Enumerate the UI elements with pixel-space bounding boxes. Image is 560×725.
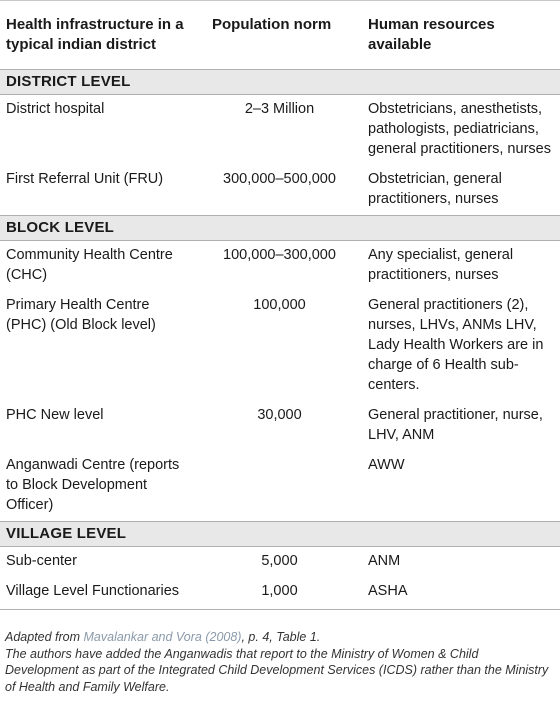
resources-cell: Obstetrician, general practitioners, nurses [368, 171, 502, 207]
population-cell: 30,000 [257, 407, 302, 423]
section-title: VILLAGE LEVEL [0, 522, 560, 547]
population-cell: 300,000–500,000 [223, 171, 336, 187]
population-cell: 5,000 [261, 553, 298, 569]
source-line [5, 629, 555, 646]
source-prefix: Adapted from [5, 630, 84, 644]
table-row [0, 401, 560, 451]
population-cell: 2–3 Million [244, 101, 315, 117]
population-cell: 1,000 [198, 577, 361, 610]
table-row [0, 547, 560, 578]
section-title: DISTRICT LEVEL [0, 70, 560, 95]
table-row [0, 291, 560, 401]
section-row-village [0, 522, 560, 547]
facility-cell: Village Level Functionaries [0, 577, 198, 610]
facility-cell: Primary Health Centre (PHC) (Old Block level) [6, 297, 156, 333]
table-row [0, 451, 560, 522]
header-population-norm: Population norm [198, 1, 361, 70]
population-cell [198, 451, 361, 522]
facility-cell: Anganwadi Centre (reports to Block Development Officer) [6, 457, 180, 513]
resources-cell: General practitioners (2), nurses, LHVs, ANMs LHV, Lady Health Workers are in charge of 6 Health sub-centers. [368, 297, 544, 393]
citation-link[interactable]: Mavalankar and Vora (2008) [83, 630, 242, 644]
population-cell: 100,000–300,000 [223, 247, 336, 263]
facility-cell: First Referral Unit (FRU) [6, 171, 164, 187]
resources-cell: ANM [368, 553, 401, 569]
facility-cell: Community Health Centre (CHC) [6, 247, 173, 283]
facility-cell: PHC New level [6, 407, 104, 423]
section-title: BLOCK LEVEL [0, 216, 560, 241]
resources-cell: General practitioner, nurse, LHV, ANM [368, 407, 543, 443]
facility-cell: District hospital [6, 101, 105, 117]
facility-cell: Sub-center [6, 553, 77, 569]
resources-cell: ASHA [361, 577, 560, 610]
resources-cell: Any specialist, general practitioners, nurses [368, 247, 514, 283]
table-row [0, 95, 560, 166]
source-suffix: , p. 4, Table 1. [241, 630, 321, 644]
authors-note: The authors have added the Anganwadis that report to the Ministry of Women & Child Development as part of the Integrated Child Development Services (ICDS) rather than the Ministry of Health and Family Welfare. [5, 646, 549, 694]
section-row-district [0, 70, 560, 95]
table-row [0, 241, 560, 292]
header-human-resources: Human resources available [361, 1, 560, 70]
table-row [0, 165, 560, 216]
resources-cell: Obstetricians, anesthetists, pathologists, pediatricians, general practitioners, nurses [368, 101, 551, 157]
table-footnote [5, 629, 555, 695]
section-row-block [0, 216, 560, 241]
table-header-row [0, 1, 560, 70]
population-cell: 100,000 [253, 297, 306, 313]
resources-cell: AWW [368, 457, 405, 473]
table-row [0, 577, 560, 610]
header-facility: Health infrastructure in a typical indian district [0, 1, 198, 70]
